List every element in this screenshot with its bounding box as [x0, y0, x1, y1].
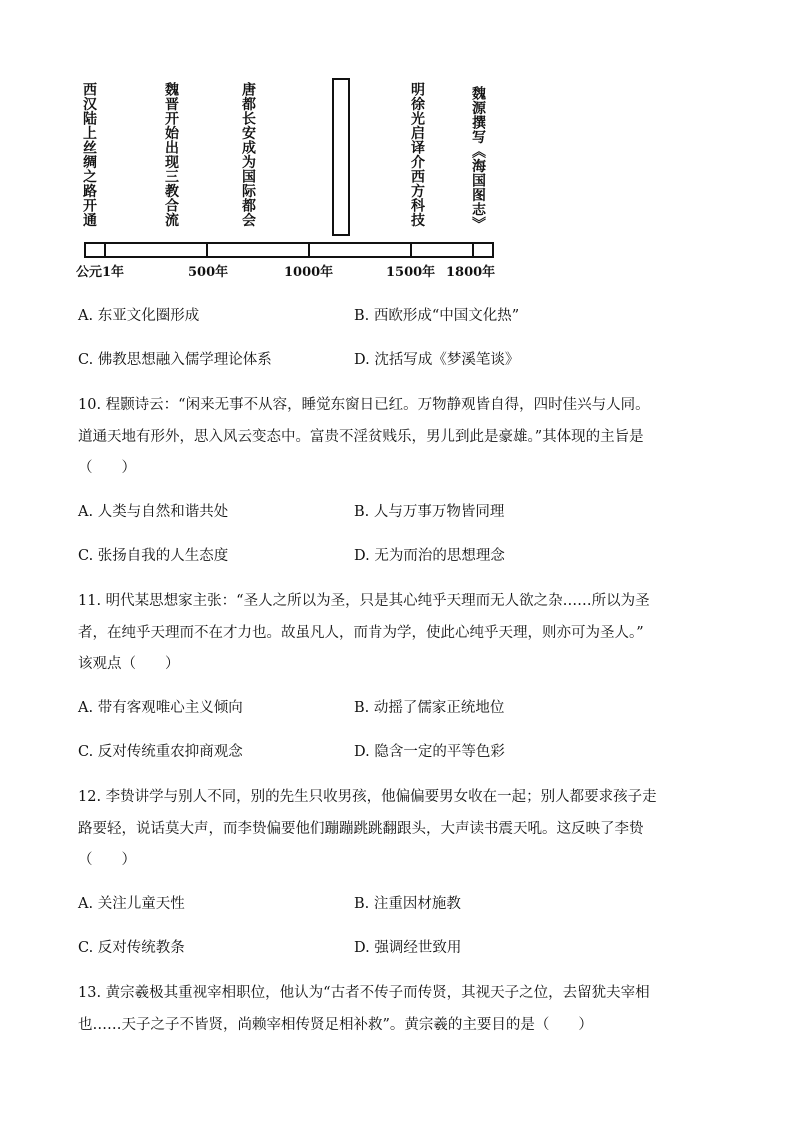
q10-option-c: C. 张扬自我的人生态度 — [78, 548, 229, 564]
q12-stem-line2: 路要轻，说话莫大声，而李贽偏要他们蹦蹦跳跳翻跟头，大声读书震天吼。这反映了李贽 — [78, 821, 644, 837]
timeline-axis — [84, 242, 494, 258]
q12-stem-line3: （ ） — [78, 852, 136, 868]
axis-label-1000: 1000年 — [284, 265, 334, 280]
q13-stem-line2: 也……天子之子不皆贤，尚赖宰相传贤足相补救”。黄宗羲的主要目的是（ ） — [78, 1017, 593, 1033]
axis-label-1800: 1800年 — [446, 265, 496, 280]
q9-option-c: C. 佛教思想融入儒学理论体系 — [78, 352, 272, 368]
q11-stem-line3: 该观点（ ） — [78, 656, 180, 672]
axis-label-500: 500年 — [188, 265, 229, 280]
axis-label-ad1: 公元1年 — [76, 265, 125, 280]
q10-stem-line2: 道通天地有形外，思入风云变态中。富贵不淫贫贱乐，男儿到此是豪雄。”其体现的主旨是 — [78, 429, 644, 445]
axis-tick — [206, 242, 208, 258]
q11-option-b: B. 动摇了儒家正统地位 — [354, 700, 505, 716]
q9-option-b: B. 西欧形成“中国文化热” — [354, 308, 520, 324]
q11-option-c: C. 反对传统重农抑商观念 — [78, 744, 243, 760]
q10-stem-line1: 10. 程颢诗云：“闲来无事不从容，睡觉东窗日已红。万物静观皆自得，四时佳兴与人同。 — [78, 397, 650, 413]
timeline-event-xu-guangqi: 明徐光启译介西方科技 — [409, 82, 425, 227]
q10-option-a: A. 人类与自然和谐共处 — [78, 504, 229, 520]
q13-stem-line1: 13. 黄宗羲极其重视宰相职位，他认为“古者不传子而传贤，其视天子之位，去留犹夫宰相 — [78, 985, 650, 1001]
q9-option-a: A. 东亚文化圈形成 — [78, 308, 200, 324]
q11-stem-line1: 11. 明代某思想家主张：“圣人之所以为圣，只是其心纯乎天理而无人欲之杂……所以为圣 — [78, 593, 650, 609]
q9-option-d: D. 沈括写成《梦溪笔谈》 — [354, 352, 520, 368]
q12-option-a: A. 关注儿童天性 — [78, 896, 185, 912]
axis-tick — [308, 242, 310, 258]
q12-option-c: C. 反对传统教条 — [78, 940, 185, 956]
timeline-event-wei-yuan: 魏源撰写《海国图志》 — [470, 86, 486, 231]
axis-tick — [410, 242, 412, 258]
q10-stem-line3: （ ） — [78, 460, 136, 476]
q10-option-b: B. 人与万事万物皆同理 — [354, 504, 505, 520]
axis-label-1500: 1500年 — [386, 265, 436, 280]
q11-option-a: A. 带有客观唯心主义倾向 — [78, 700, 243, 716]
q11-option-d: D. 隐含一定的平等色彩 — [354, 744, 505, 760]
q11-stem-line2: 者，在纯乎天理而不在才力也。故虽凡人，而肯为学，使此心纯乎天理，则亦可为圣人。” — [78, 625, 644, 641]
q12-option-d: D. 强调经世致用 — [354, 940, 462, 956]
timeline-event-silk-road: 西汉陆上丝绸之路开通 — [81, 82, 97, 227]
axis-tick — [104, 242, 106, 258]
q10-option-d: D. 无为而治的思想理念 — [354, 548, 505, 564]
q12-stem-line1: 12. 李贽讲学与别人不同，别的先生只收男孩，他偏偏要男女收在一起；别人都要求孩子走 — [78, 789, 657, 805]
timeline-event-changan: 唐都长安成为国际都会 — [240, 82, 256, 227]
timeline-event-three-teachings: 魏晋开始出现三教合流 — [163, 82, 179, 227]
q12-option-b: B. 注重因材施教 — [354, 896, 461, 912]
timeline-blank-box — [332, 78, 350, 236]
axis-tick — [472, 242, 474, 258]
